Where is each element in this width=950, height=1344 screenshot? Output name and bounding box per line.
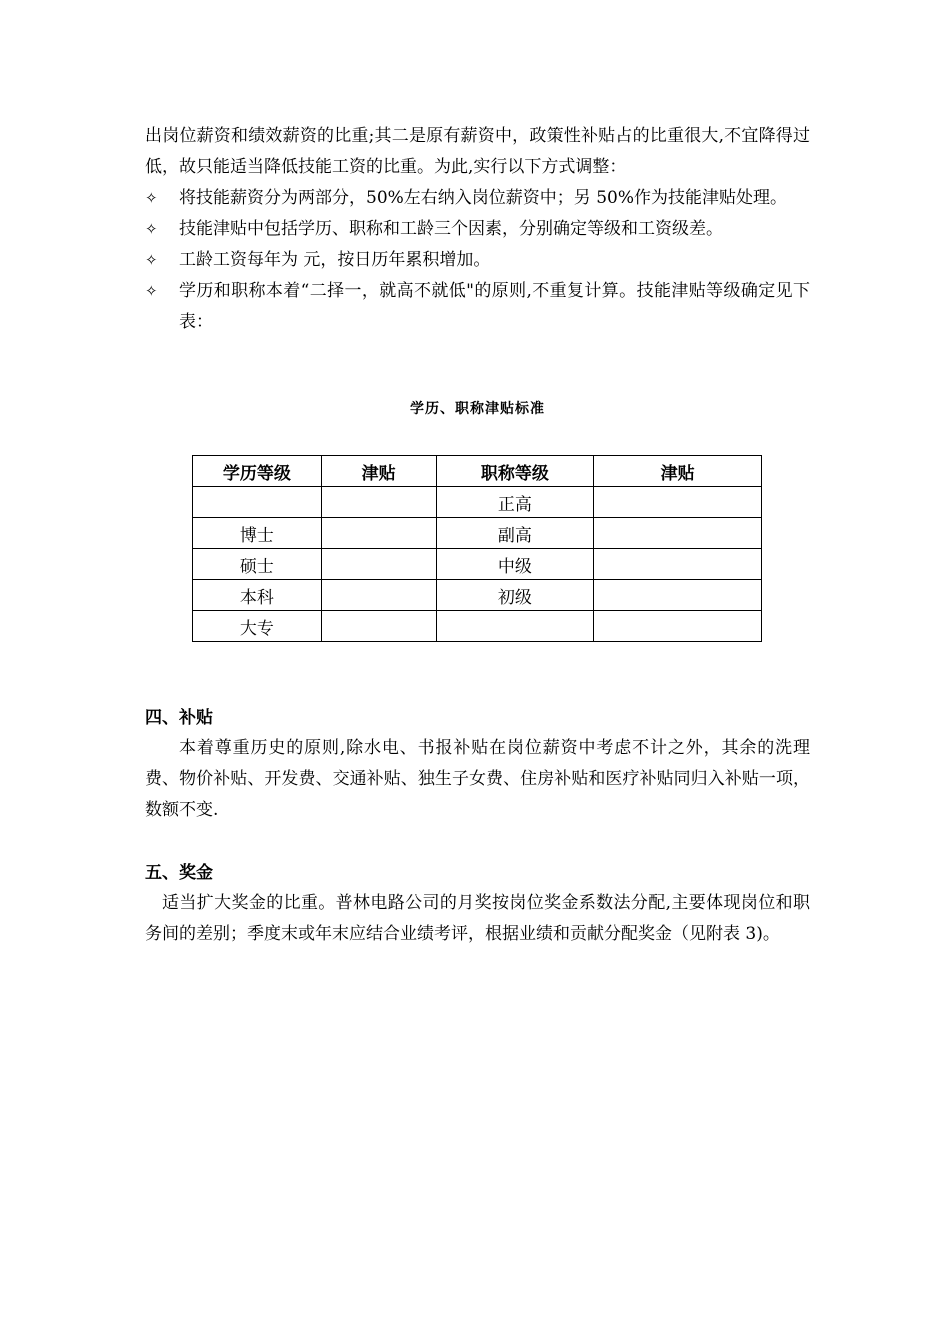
table-cell xyxy=(436,611,594,642)
section-heading-subsidy: 四、补贴 xyxy=(145,708,213,728)
adjustment-list xyxy=(145,183,810,338)
list-item xyxy=(145,214,810,245)
table-cell xyxy=(321,580,436,611)
header-education-allowance: 津贴 xyxy=(321,456,436,487)
table-cell: 中级 xyxy=(436,549,594,580)
table-row xyxy=(193,580,762,611)
table-cell: 副高 xyxy=(436,518,594,549)
diamond-bullet-icon: ✧ xyxy=(145,189,158,207)
table-cell xyxy=(321,518,436,549)
table-cell xyxy=(594,549,762,580)
table-cell: 初级 xyxy=(436,580,594,611)
table-cell: 博士 xyxy=(193,518,322,549)
section-heading-bonus: 五、奖金 xyxy=(145,863,213,883)
table-cell xyxy=(594,487,762,518)
list-item-text: 工龄工资每年为 元，按日历年累积增加。 xyxy=(179,250,491,270)
table-cell xyxy=(193,487,322,518)
table-cell: 硕士 xyxy=(193,549,322,580)
table-cell xyxy=(321,611,436,642)
table-row xyxy=(193,487,762,518)
list-item xyxy=(145,183,810,214)
subsidy-paragraph: 本着尊重历史的原则,除水电、书报补贴在岗位薪资中考虑不计之外，其余的洗理费、物价补贴、开发费、交通补贴、独生子女费、住房补贴和医疗补贴同归入补贴一项，数额不变. xyxy=(145,738,810,820)
table-cell xyxy=(321,487,436,518)
diamond-bullet-icon: ✧ xyxy=(145,251,158,269)
table-cell xyxy=(594,611,762,642)
table-cell: 本科 xyxy=(193,580,322,611)
list-item-text: 将技能薪资分为两部分，50%左右纳入岗位薪资中；另 50%作为技能津贴处理。 xyxy=(179,188,787,208)
list-item xyxy=(145,276,810,338)
header-title-level: 职称等级 xyxy=(436,456,594,487)
header-education-level: 学历等级 xyxy=(193,456,322,487)
list-item-text: 学历和职称本着“二择一，就高不就低"的原则,不重复计算。技能津贴等级确定见下表： xyxy=(179,281,810,332)
table-cell xyxy=(321,549,436,580)
diamond-bullet-icon: ✧ xyxy=(145,282,158,300)
diamond-bullet-icon: ✧ xyxy=(145,220,158,238)
table-cell xyxy=(594,580,762,611)
list-item-text: 技能津贴中包括学历、职称和工龄三个因素，分别确定等级和工资级差。 xyxy=(179,219,723,239)
allowance-table xyxy=(192,455,762,642)
table-row xyxy=(193,518,762,549)
bonus-paragraph: 适当扩大奖金的比重。普林电路公司的月奖按岗位奖金系数法分配,主要体现岗位和职务间的差别；季度末或年末应结合业绩考评，根据业绩和贡献分配奖金（见附表 3)。 xyxy=(145,893,810,944)
table-header-row xyxy=(193,456,762,487)
header-title-allowance: 津贴 xyxy=(594,456,762,487)
table-row xyxy=(193,549,762,580)
table-cell xyxy=(594,518,762,549)
list-item xyxy=(145,245,810,276)
table-cell: 正高 xyxy=(436,487,594,518)
table-title: 学历、职称津贴标准 xyxy=(410,401,545,417)
intro-paragraph: 出岗位薪资和绩效薪资的比重;其二是原有薪资中，政策性补贴占的比重很大,不宜降得过低，故只能适当降低技能工资的比重。为此,实行以下方式调整： xyxy=(145,126,810,177)
table-cell: 大专 xyxy=(193,611,322,642)
table-row xyxy=(193,611,762,642)
